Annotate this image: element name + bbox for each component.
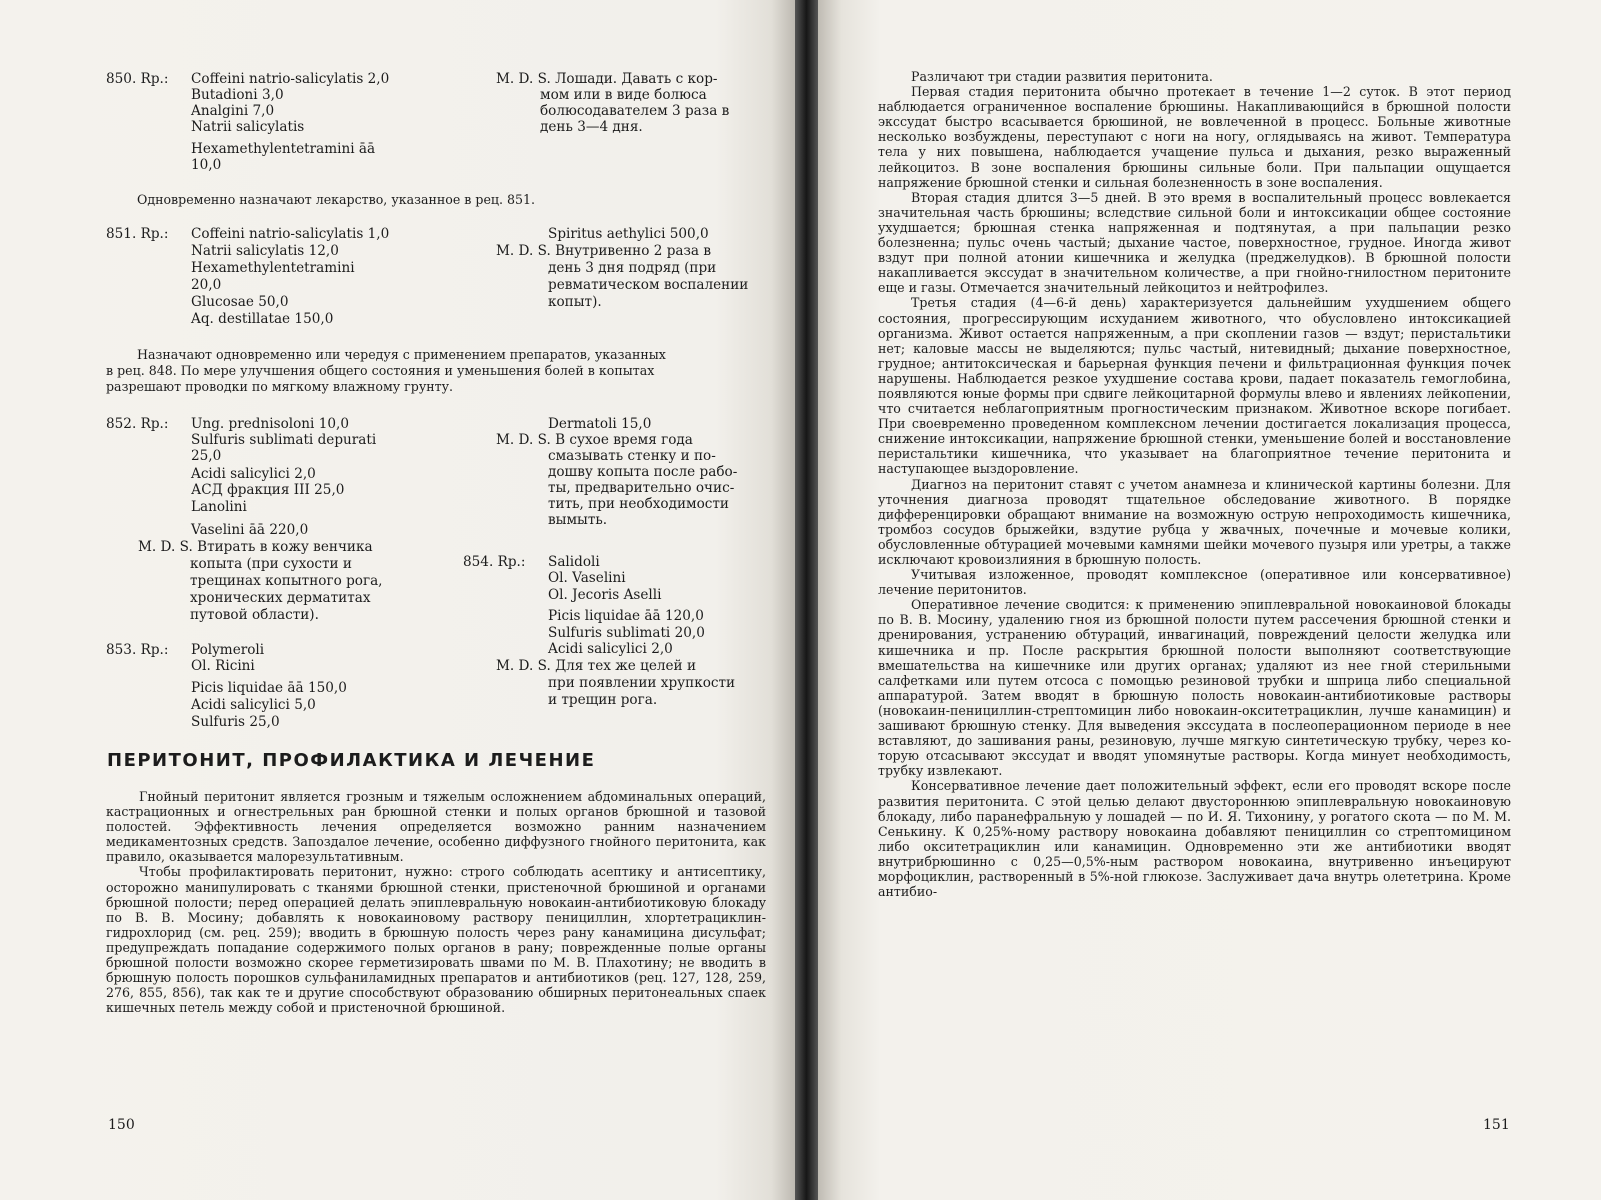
recipe-853-number: 853. Rp.:	[106, 642, 169, 658]
signa-line: трещинах копытного рога,	[190, 573, 383, 589]
signa-line: хронических дерматитах	[190, 590, 371, 606]
ingredient-line: Picis liquidae āā 150,0	[191, 680, 347, 696]
signa-line: Spiritus aethylici 500,0	[548, 226, 709, 242]
signa-line: копыт).	[548, 294, 602, 310]
signa-line: дошву копыта после рабо-	[548, 464, 738, 480]
ingredient-line: Acidi salicylici 2,0	[548, 641, 673, 657]
ingredient-line: Ol. Vaselini	[548, 570, 626, 586]
signa-line: болюсодавателем 3 раза в	[540, 103, 730, 119]
left-page	[0, 0, 795, 1200]
ingredient-line: Polymeroli	[191, 642, 265, 658]
paragraph: Чтобы профилактировать перитонит, нужно: строго соблюдать асептику и антисептику, осторожно манипулировать с тканями брюшной стенки, пристеночной брюшиной и органами брюшной полости; перед операцией делать эпиплевральную новокаин-антибиотиковую блокаду по В. В. Мосину; добавлять к новокаиновому раствору пенициллин, хлортетрациклин-гидрохлорид (см. рец. 259); вводить в брюшную полость через рану канамицина дисульфат; предупреждать попадание содержимого полых органов в рану; поврежденные полые органы брюшной полости возможно скорее герметизировать швами по М. В. Плахотину; не вводить в брюшную полость порошков сульфаниламидных препаратов и антибиотиков (рец. 127, 128, 259, 276, 855, 856), так как те и другие способствуют образованию обширных перитонеальных спаек кишечных петель между собой и пристеночной брюшиной.	[106, 864, 766, 1016]
paragraph: Диагноз на перитонит ставят с учетом анамнеза и клинической картины болезни. Для уточнения диагноза проводят тщательное обследование животного. В порядке дифференцировки обращают внимание на возможную острую непроходимость кишечника, тромбоз сосудов брыжейки, вздутие рубца у жвачных, почечные и мочевые колики, обусловленные обтурацией мочевыми камнями шейки мочевого пузыря или уретры, а также исключают кровоизлияния в брюшную полость.	[878, 476, 1511, 567]
section-heading: ПЕРИТОНИТ, ПРОФИЛАКТИКА И ЛЕЧЕНИЕ	[107, 750, 596, 771]
paragraph: Третья стадия (4—6-й день) характеризуется дальнейшим ухудшением общего состояния, прогрессирующим исхуданием животного, что обусловлено интоксикацией организма. Живот остается напряженным, а при скоплении газов — вздут; перистальтики нет; каловые массы не выделяются; пульс частый, нитевидный; дыхание поверхностное, грудное; антитоксическая и барьерная функция печени и фильтрационная функция почек нарушены. Наблюдается резкое ухудшение состава крови, падает показатель гемоглобина, появляются юные формы при сдвиге лейкоцитарной формулы влево и явлениях лейкопении, что считается неблагоприятным прогностическим признаком. Животное вскоре погибает. При своевременно проведенном комплексном лечении достигается локализация процесса, снижение интоксикации, напряжение брюшной стенки, уменьшение болей и восстановление перистальтики кишечника, что указывает на благоприятное течение перитонита и наступающее выздоровление.	[878, 295, 1511, 477]
ingredient-line: Lanolini	[191, 499, 247, 515]
ingredient-line: Natrii salicylatis	[191, 119, 305, 135]
paragraph: Учитывая изложенное, проводят комплексное (оперативное или консервативное) лечение перитонитов.	[878, 567, 1511, 598]
signa-line: день 3 дня подряд (при	[548, 260, 717, 276]
signa-line: копыта (при сухости и	[190, 556, 352, 572]
ingredient-line: Hexamethylentetramini	[191, 260, 355, 276]
paragraph: Первая стадия перитонита обычно протекает в течение 1—2 суток. В этот период наблюдается ограниченное воспаление брюшины. Накапливающийся в брюшной полости экссудат быстро всасывается брюшиной, не вовлеченной в процесс. Больные животные несколько возбуждены, переступают с ноги на ногу, оглядываясь на живот. Температура тела у них повышена, наблюдается учащение пульса и дыхания, резко выраженный лейкоцитоз. В зоне воспаления брюшины сильные боли. При пальпации ощущается напряжение брюшной стенки и сильная болезненность в зоне воспаления.	[878, 84, 1511, 190]
signa-line: смазывать стенку и по-	[548, 448, 716, 464]
ingredient-line: Salidoli	[548, 554, 600, 570]
ingredient-line: Hexamethylentetramini āā	[191, 141, 376, 157]
ingredient-line: Natrii salicylatis 12,0	[191, 243, 339, 259]
signa-line: M. D. S. Для тех же целей и	[496, 658, 697, 674]
note-line: разрешают проводки по мягкому влажному грунту.	[106, 379, 454, 394]
right-page	[818, 0, 1601, 1200]
signa-line: тить, при необходимости	[548, 496, 729, 512]
signa-line: день 3—4 дня.	[540, 119, 643, 135]
ingredient-line: Sulfuris sublimati 20,0	[548, 625, 705, 641]
signa-line: путовой области).	[190, 607, 319, 623]
paragraph: Гнойный перитонит является грозным и тяжелым осложнением абдоминальных операций, кастрационных и огнестрельных ран брюшной стенки и полых органов брюшной и тазовой полостей. Эффективность лечения определяется возможно ранним назначением медикаментозных средств. Запоздалое лечение, особенно диффузного гнойного перитонита, как правило, оказывается малорезультативным.	[106, 789, 766, 865]
recipe-851-number: 851. Rp.:	[106, 226, 169, 242]
signa-line: и трещин рога.	[548, 692, 658, 708]
ingredient-line: Ol. Ricini	[191, 658, 255, 674]
signa-line: при появлении хрупкости	[548, 675, 736, 691]
note-line: в рец. 848. По мере улучшения общего состояния и уменьшения болей в копытах	[106, 363, 655, 378]
signa-line: ты, предварительно очис-	[548, 480, 735, 496]
signa-line: вымыть.	[548, 512, 608, 528]
ingredient-line: 25,0	[191, 448, 222, 464]
paragraph: Оперативное лечение сводится: к применению эпиплевральной новокаиновой блокады по В. В. Мосину, удалению гноя из брюшной полости путем рассечения брюшной стенки и дренирования, устранению обтураций, инвагинаций, повреждений целости желудка или кишечника и пр. После раскрытия брюшной полости выполняют соответствующие вмешательства на кишечнике или других органах; удаляют из нее гной стерильными салфетками или путем отсоса с помощью резиновой трубки и шприца либо специальной аппаратурой. Затем вводят в брюшную полость новокаин-антибиотиковые растворы (новокаин-пенициллин-стрептомицин либо новокаин-окситетрациклин, лучше канамицин) и зашивают брюшную стенку. Для выведения экссудата в послеоперационном периоде в нее вставляют, до зашивания раны, резиновую, лучше мягкую синтетическую трубку, через которую отсасывают экссудат и вводят упомянутые растворы. Когда минует необходимость, трубку извлекают.	[878, 597, 1511, 779]
ingredient-line: Glucosae 50,0	[191, 294, 289, 310]
page-number: 151	[1483, 1117, 1510, 1133]
ingredient-line: АСД фракция III 25,0	[191, 482, 345, 498]
recipe-854-number: 854. Rp.:	[463, 554, 526, 570]
signa-line: M. D. S. Внутривенно 2 раза в	[496, 243, 712, 259]
recipe-852-continuation: Dermatoli 15,0	[548, 416, 652, 432]
recipe-850-number: 850. Rp.:	[106, 71, 169, 87]
ingredient-line: Ol. Jecoris Aselli	[548, 587, 662, 603]
paragraph: Различают три стадии развития перитонита.	[911, 69, 1213, 84]
ingredient-line: Sulfuris sublimati depurati	[191, 432, 377, 448]
right-body-text	[878, 69, 1511, 899]
ingredient-line: Aq. destillatae 150,0	[191, 311, 334, 327]
recipe-850-note: Одновременно назначают лекарство, указанное в рец. 851.	[137, 192, 536, 207]
ingredient-line: Coffeini natrio-salicylatis 1,0	[191, 226, 390, 242]
ingredient-line: Coffeini natrio-salicylatis 2,0	[191, 71, 390, 87]
ingredient-line: Ung. prednisoloni 10,0	[191, 416, 349, 432]
ingredient-line: Vaselini āā 220,0	[191, 522, 309, 538]
note-line: Назначают одновременно или чередуя с применением препаратов, указанных	[137, 347, 666, 362]
book-gutter	[795, 0, 818, 1200]
signa-line: M. D. S. В сухое время года	[496, 432, 693, 448]
ingredient-line: Acidi salicylici 5,0	[191, 697, 316, 713]
left-body-text	[106, 789, 766, 1015]
paragraph: Консервативное лечение дает положительный эффект, если его проводят вскоре после развития перитонита. С этой целью делают двустороннюю эпиплевральную новокаиновую блокаду, либо паранефральную у лошадей — по И. Я. Тихонину, у рогатого скота — по М. М. Сенькину. К 0,25%-ному раствору новокаина добавляют пенициллин со стрептомицином либо окситетрациклин или канамицин. Одновременно эти же антибиотики вводят внутрибрюшинно с 0,25—0,5%-ным раствором новокаина, внутривенно инъецируют морфоциклин, растворенный в 5%-ной глюкозе. Заслуживает дача внутрь олететрина. Кроме антибио-	[878, 778, 1511, 900]
ingredient-line: 10,0	[191, 157, 222, 173]
ingredient-line: Butadioni 3,0	[191, 87, 284, 103]
paragraph: Вторая стадия длится 3—5 дней. В это время в воспалительный процесс вовлекается значительная часть брюшины; вследствие сильной боли и интоксикации общее состояние ухудшается; брюшная стенка напряженная и подтянутая, а при пальпации резко болезненна; пульс очень частый; дыхание частое, поверхностное, грудное. Иногда живот вздут при полной атонии кишечника и желудка (преджелудков). В брюшной полости накапливается экссудат в значительном количестве, а при гнойно-гнилостном перитоните еще и газы. Отмечается значительный лейкоцитоз и нейтрофилез.	[878, 189, 1511, 296]
ingredient-line: Sulfuris 25,0	[191, 714, 280, 730]
ingredient-line: Analgini 7,0	[191, 103, 275, 119]
signa-line: мом или в виде болюса	[540, 87, 707, 103]
ingredient-line: 20,0	[191, 277, 222, 293]
ingredient-line: Picis liquidae āā 120,0	[548, 608, 704, 624]
signa-line: ревматическом воспалении	[548, 277, 749, 293]
signa-line: M. D. S. Лошади. Давать с кор-	[496, 71, 718, 87]
recipe-852-number: 852. Rp.:	[106, 416, 169, 432]
ingredient-line: Acidi salicylici 2,0	[191, 466, 316, 482]
page-number: 150	[108, 1117, 135, 1133]
signa-line: M. D. S. Втирать в кожу венчика	[138, 539, 373, 555]
